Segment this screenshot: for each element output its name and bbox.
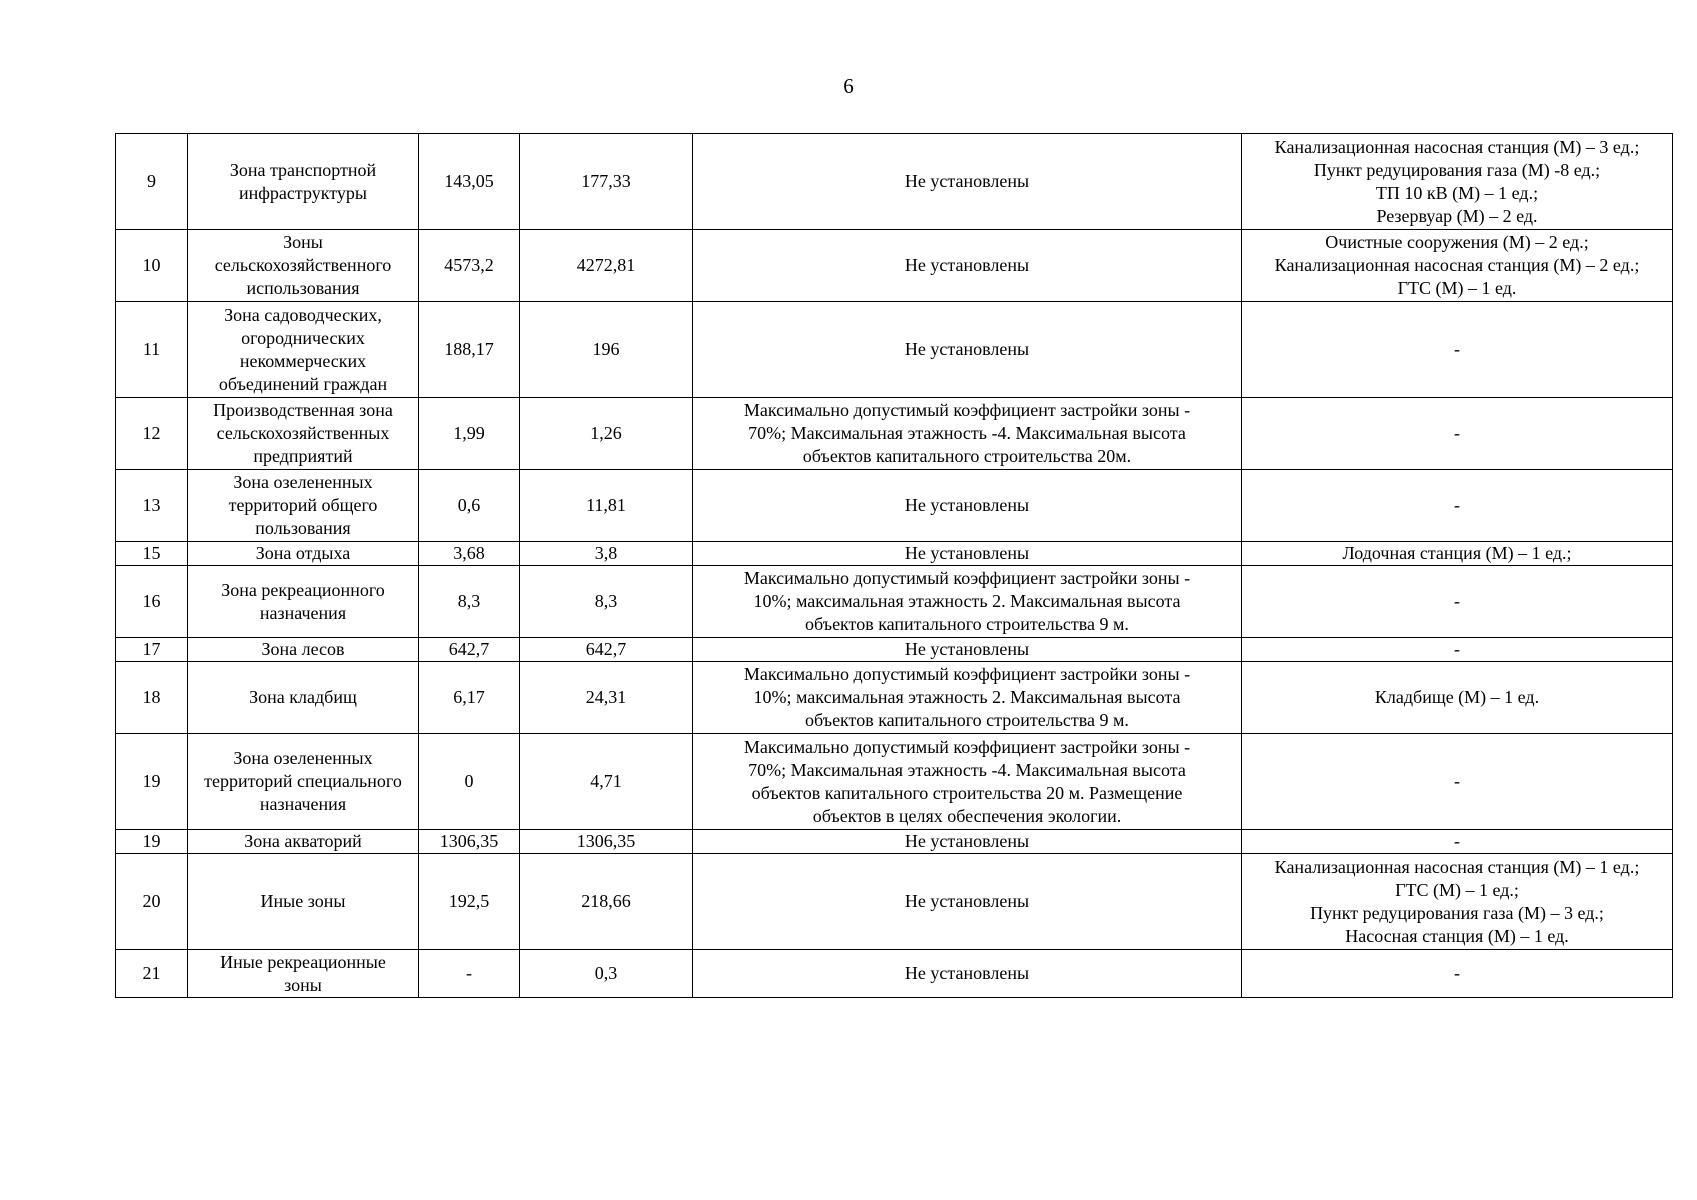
row-number-cell: 12: [116, 398, 188, 470]
table-row: [116, 854, 1673, 950]
area-existing-cell: 8,3: [419, 566, 520, 638]
area-existing-cell: 3,68: [419, 542, 520, 566]
cell-text-line: Зона транспортной: [229, 159, 377, 180]
table-row: [116, 662, 1673, 734]
cell-text-line: Пункт редуцирования газа (М) – 3 ед.;: [1310, 902, 1604, 923]
objects-cell: [1242, 854, 1673, 950]
area-planned-cell: 11,81: [520, 470, 693, 542]
table-row: [116, 302, 1673, 398]
cell-text-line: 10%; максимальная этажность 2. Максимальная высота: [753, 687, 1181, 707]
area-planned-cell: 24,31: [520, 662, 693, 734]
table-row: [116, 638, 1673, 662]
area-planned-cell: 3,8: [520, 542, 693, 566]
cell-text-line: -: [1454, 495, 1460, 515]
table-row: [116, 230, 1673, 302]
row-number-cell: 15: [116, 542, 188, 566]
area-existing-cell: 6,17: [419, 662, 520, 734]
parameters-cell: [693, 830, 1242, 854]
parameters-cell: [693, 734, 1242, 830]
parameters-cell: [693, 950, 1242, 998]
zones-table: [115, 133, 1673, 998]
objects-cell: [1242, 830, 1673, 854]
zone-name-cell: [188, 566, 419, 638]
table-row: [116, 542, 1673, 566]
cell-text-line: -: [1454, 963, 1460, 983]
cell-text-line: Зона озелененных: [233, 748, 373, 768]
area-existing-cell: 0: [419, 734, 520, 830]
cell-text-line: предприятий: [253, 446, 353, 466]
cell-text-line: Не установлены: [904, 495, 1030, 515]
cell-text-line: объектов в целях обеспечения экологии.: [812, 805, 1122, 826]
cell-text-line: Не установлены: [904, 891, 1030, 911]
objects-cell: [1242, 638, 1673, 662]
cell-text-line: Насосная станция (М) – 1 ед.: [1345, 925, 1569, 946]
row-number-cell: 16: [116, 566, 188, 638]
cell-text-line: Пункт редуцирования газа (М) -8 ед.;: [1313, 159, 1601, 180]
area-planned-cell: 642,7: [520, 638, 693, 662]
cell-text-line: Не установлены: [904, 639, 1030, 659]
area-existing-cell: 0,6: [419, 470, 520, 542]
row-number-cell: 19: [116, 830, 188, 854]
area-planned-cell: 0,3: [520, 950, 693, 998]
cell-text-line: назначения: [259, 794, 347, 814]
area-planned-cell: 4,71: [520, 734, 693, 830]
table-row: [116, 950, 1673, 998]
area-existing-cell: 143,05: [419, 134, 520, 230]
zone-name-cell: [188, 470, 419, 542]
cell-text-line: Лодочная станция (М) – 1 ед.;: [1342, 543, 1572, 563]
cell-text-line: Зона озелененных: [233, 472, 373, 492]
cell-text-line: использования: [246, 278, 360, 298]
cell-text-line: объединений граждан: [218, 373, 388, 394]
area-existing-cell: 642,7: [419, 638, 520, 662]
row-number-cell: 9: [116, 134, 188, 230]
row-number-cell: 20: [116, 854, 188, 950]
cell-text-line: инфраструктуры: [239, 182, 367, 203]
row-number-cell: 18: [116, 662, 188, 734]
cell-text-line: Максимально допустимый коэффициент застройки зоны -: [743, 568, 1191, 588]
area-planned-cell: 1306,35: [520, 830, 693, 854]
cell-text-line: назначения: [259, 602, 347, 623]
cell-text-line: некоммерческих: [239, 350, 367, 371]
cell-text-line: Резервуар (М) – 2 ед.: [1376, 205, 1538, 226]
cell-text-line: Не установлены: [904, 831, 1030, 851]
area-existing-cell: 188,17: [419, 302, 520, 398]
objects-cell: [1242, 566, 1673, 638]
cell-text-line: Не установлены: [904, 171, 1030, 191]
cell-text-line: Канализационная насосная станция (М) – 3 ед.;: [1274, 136, 1640, 157]
area-planned-cell: 1,26: [520, 398, 693, 470]
zone-name-cell: [188, 830, 419, 854]
cell-text-line: Не установлены: [904, 963, 1030, 983]
zone-name-cell: [188, 854, 419, 950]
cell-text-line: Зоны: [283, 232, 323, 252]
cell-text-line: Канализационная насосная станция (М) – 2 ед.;: [1274, 255, 1640, 275]
objects-cell: [1242, 542, 1673, 566]
parameters-cell: [693, 566, 1242, 638]
area-planned-cell: 8,3: [520, 566, 693, 638]
cell-text-line: 70%; Максимальная этажность -4. Максимальная высота: [748, 423, 1186, 443]
parameters-cell: [693, 638, 1242, 662]
cell-text-line: Максимально допустимый коэффициент застройки зоны -: [743, 400, 1191, 420]
cell-text-line: Иные рекреационные: [220, 951, 386, 972]
cell-text-line: ГТС (М) – 1 ед.: [1397, 278, 1517, 298]
objects-cell: [1242, 662, 1673, 734]
objects-cell: [1242, 302, 1673, 398]
area-existing-cell: 192,5: [419, 854, 520, 950]
parameters-cell: [693, 398, 1242, 470]
area-existing-cell: 4573,2: [419, 230, 520, 302]
cell-text-line: территорий специального: [204, 771, 402, 791]
cell-text-line: Зона отдыха: [255, 543, 351, 563]
cell-text-line: Производственная зона: [213, 400, 393, 420]
area-planned-cell: 218,66: [520, 854, 693, 950]
cell-text-line: -: [1454, 591, 1460, 611]
cell-text-line: Зона кладбищ: [249, 687, 357, 707]
cell-text-line: -: [1454, 771, 1460, 791]
table-row: [116, 470, 1673, 542]
cell-text-line: объектов капитального строительства 20 м. Размещение: [751, 782, 1183, 803]
cell-text-line: Максимально допустимый коэффициент застройки зоны -: [743, 664, 1191, 684]
zone-name-cell: [188, 230, 419, 302]
cell-text-line: сельскохозяйственного: [214, 255, 392, 275]
row-number-cell: 10: [116, 230, 188, 302]
objects-cell: [1242, 134, 1673, 230]
zone-name-cell: [188, 950, 419, 998]
zone-name-cell: [188, 638, 419, 662]
zone-name-cell: [188, 734, 419, 830]
cell-text-line: Иные зоны: [260, 891, 346, 911]
zones-table-body: [116, 134, 1673, 998]
zone-name-cell: [188, 302, 419, 398]
area-existing-cell: 1,99: [419, 398, 520, 470]
table-row: [116, 566, 1673, 638]
row-number-cell: 21: [116, 950, 188, 998]
row-number-cell: 17: [116, 638, 188, 662]
cell-text-line: объектов капитального строительства 9 м.: [805, 614, 1129, 634]
zone-name-cell: [188, 398, 419, 470]
cell-text-line: -: [1454, 423, 1460, 443]
row-number-cell: 11: [116, 302, 188, 398]
cell-text-line: Кладбище (М) – 1 ед.: [1374, 687, 1540, 707]
zone-name-cell: [188, 662, 419, 734]
cell-text-line: объектов капитального строительства 20м.: [802, 446, 1132, 466]
cell-text-line: Очистные сооружения (М) – 2 ед.;: [1325, 232, 1589, 252]
parameters-cell: [693, 542, 1242, 566]
page-number: 6: [843, 74, 854, 98]
cell-text-line: Максимально допустимый коэффициент застройки зоны -: [743, 736, 1191, 757]
cell-text-line: ТП 10 кВ (М) – 1 ед.;: [1375, 182, 1539, 203]
cell-text-line: сельскохозяйственных: [216, 423, 390, 443]
cell-text-line: огороднических: [241, 327, 365, 348]
cell-text-line: -: [1454, 339, 1460, 359]
cell-text-line: 70%; Максимальная этажность -4. Максимальная высота: [748, 759, 1186, 780]
cell-text-line: -: [1454, 831, 1460, 851]
area-existing-cell: -: [419, 950, 520, 998]
objects-cell: [1242, 734, 1673, 830]
table-row: [116, 134, 1673, 230]
parameters-cell: [693, 854, 1242, 950]
cell-text-line: ГТС (М) – 1 ед.;: [1395, 879, 1519, 900]
parameters-cell: [693, 134, 1242, 230]
parameters-cell: [693, 470, 1242, 542]
parameters-cell: [693, 230, 1242, 302]
cell-text-line: 10%; максимальная этажность 2. Максимальная высота: [753, 591, 1181, 611]
cell-text-line: Зона садоводческих,: [224, 304, 382, 325]
cell-text-line: Не установлены: [904, 255, 1030, 275]
area-planned-cell: 177,33: [520, 134, 693, 230]
zone-name-cell: [188, 134, 419, 230]
cell-text-line: зоны: [284, 974, 322, 995]
objects-cell: [1242, 230, 1673, 302]
cell-text-line: -: [1454, 639, 1460, 659]
area-existing-cell: 1306,35: [419, 830, 520, 854]
objects-cell: [1242, 398, 1673, 470]
table-row: [116, 830, 1673, 854]
row-number-cell: 19: [116, 734, 188, 830]
table-row: [116, 398, 1673, 470]
objects-cell: [1242, 950, 1673, 998]
cell-text-line: Канализационная насосная станция (М) – 1 ед.;: [1274, 856, 1640, 877]
area-planned-cell: 196: [520, 302, 693, 398]
cell-text-line: Не установлены: [904, 339, 1030, 359]
row-number-cell: 13: [116, 470, 188, 542]
table-row: [116, 734, 1673, 830]
area-planned-cell: 4272,81: [520, 230, 693, 302]
cell-text-line: Зона рекреационного: [221, 579, 385, 600]
parameters-cell: [693, 662, 1242, 734]
parameters-cell: [693, 302, 1242, 398]
zone-name-cell: [188, 542, 419, 566]
objects-cell: [1242, 470, 1673, 542]
cell-text-line: Зона акваторий: [244, 831, 362, 851]
cell-text-line: Зона лесов: [261, 639, 345, 659]
cell-text-line: объектов капитального строительства 9 м.: [805, 710, 1129, 730]
cell-text-line: Не установлены: [904, 543, 1030, 563]
cell-text-line: пользования: [255, 518, 351, 538]
cell-text-line: территорий общего: [228, 495, 378, 515]
